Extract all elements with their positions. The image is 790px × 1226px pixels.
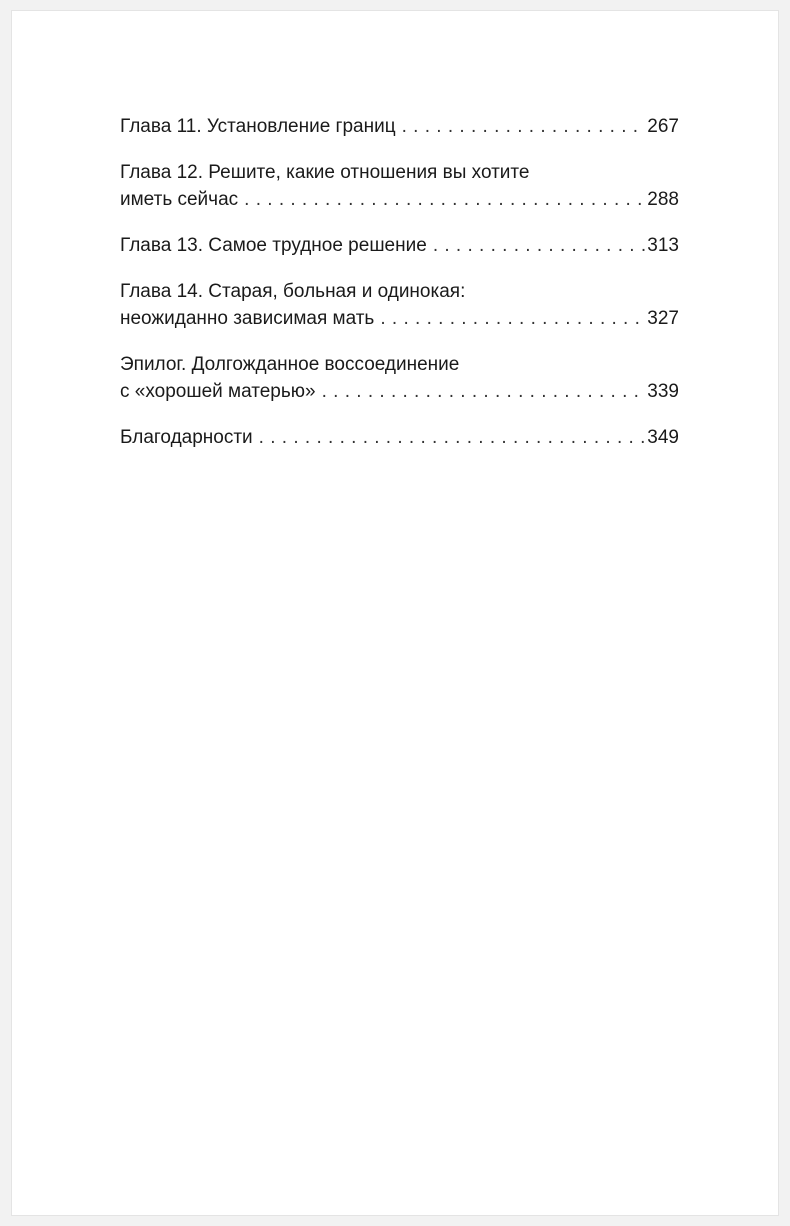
toc-page-number: 327 — [647, 308, 679, 329]
dot-leader — [380, 305, 645, 332]
toc-entry-last-line — [120, 305, 679, 332]
toc-entry-title-continued: с «хорошей матерью» — [120, 381, 316, 402]
toc-entry-chapter-13[interactable] — [120, 232, 679, 259]
toc-entry-title: Глава 12. Решите, какие отношения вы хотите — [120, 162, 530, 183]
toc-entry-last-line — [120, 113, 679, 140]
toc-page-number: 349 — [647, 427, 679, 448]
toc-entry-title: Глава 11. Установление границ — [120, 116, 396, 137]
toc-entry-last-line — [120, 378, 679, 405]
toc-entry-epilogue[interactable] — [120, 351, 679, 405]
dot-leader — [402, 113, 646, 140]
dot-leader — [322, 378, 646, 405]
book-page — [11, 10, 779, 1216]
toc-entry-first-line — [120, 159, 679, 186]
dot-leader — [244, 186, 645, 213]
dot-leader — [259, 424, 646, 451]
toc-page-number: 339 — [647, 381, 679, 402]
table-of-contents — [120, 113, 679, 470]
toc-page-number: 288 — [647, 189, 679, 210]
toc-entry-title: Эпилог. Долгожданное воссоединение — [120, 354, 460, 375]
toc-entry-chapter-12[interactable] — [120, 159, 679, 213]
toc-entry-acknowledgements[interactable] — [120, 424, 679, 451]
toc-entry-title: Глава 14. Старая, больная и одинокая: — [120, 281, 466, 302]
toc-page-number: 313 — [647, 235, 679, 256]
toc-entry-chapter-11[interactable] — [120, 113, 679, 140]
toc-entry-last-line — [120, 186, 679, 213]
toc-entry-chapter-14[interactable] — [120, 278, 679, 332]
toc-entry-first-line — [120, 278, 679, 305]
toc-entry-last-line — [120, 424, 679, 451]
toc-entry-title: Благодарности — [120, 427, 253, 448]
dot-leader — [433, 232, 645, 259]
toc-page-number: 267 — [647, 116, 679, 137]
toc-entry-first-line — [120, 351, 679, 378]
toc-entry-title: Глава 13. Самое трудное решение — [120, 235, 427, 256]
toc-entry-title-continued: иметь сейчас — [120, 189, 239, 210]
toc-entry-last-line — [120, 232, 679, 259]
toc-entry-title-continued: неожиданно зависимая мать — [120, 308, 375, 329]
